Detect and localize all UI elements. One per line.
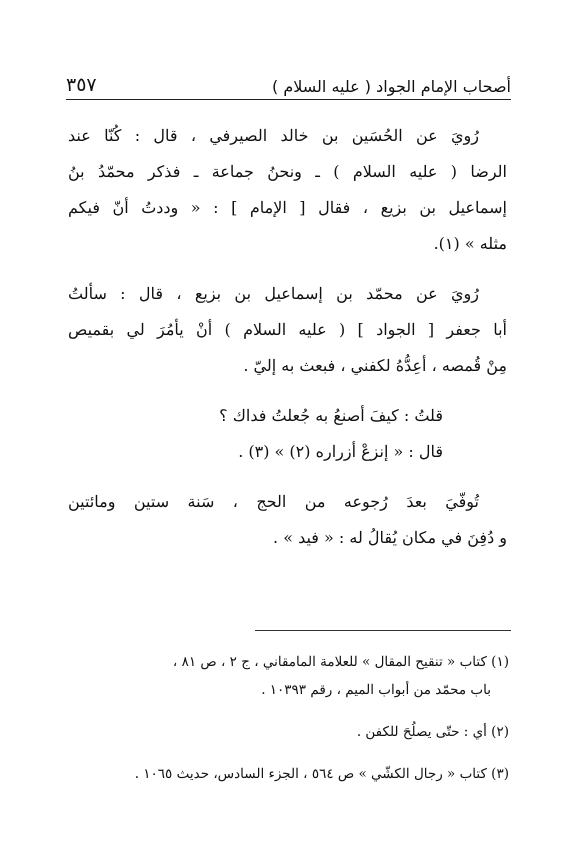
- text-line: مِنْ قُمصه ، أعِدُّهُ لكفني ، فبعث به إليّ .: [243, 356, 507, 375]
- text-line: تُوفّيَ بعدَ رُجوعه من الحج ، سَنة ستين ومائتين: [68, 492, 479, 511]
- paragraph-2: [68, 276, 507, 384]
- header-rule: [66, 99, 511, 100]
- paragraph-5: [68, 484, 507, 556]
- footnote-line: (٢) أي : حتّى يصلُحَ للكفن .: [356, 724, 509, 740]
- paragraph-3: [68, 398, 507, 434]
- text-line: إسماعيل بن بزيع ، فقال [ الإمام ] : « وددتُ أنّ فيكم: [68, 198, 507, 217]
- page-number: ٣٥٧: [66, 74, 97, 96]
- main-text: [68, 118, 507, 570]
- footnotes: [66, 648, 509, 788]
- footnote-gap: [66, 746, 509, 760]
- text-line: قال : « إنزعْ أزراره (٢) » (٣) .: [238, 442, 443, 461]
- page-header: [66, 66, 511, 96]
- footnote-line: باب محمّد من أبواب الميم ، رقم ١٠٣٩٣ .: [261, 682, 491, 698]
- footnote-2: [66, 718, 509, 746]
- footnote-separator: [255, 630, 511, 631]
- text-line: قلتُ : كيفَ أصنعُ به جُعلتُ فداك ؟: [219, 406, 443, 425]
- footnote-line: (١) كتاب « تنقيح المقال » للعلامة المامقاني ، ج ٢ ، ص ٨١ ،: [172, 654, 509, 670]
- text-line: مثله » (١).: [433, 234, 507, 253]
- footnote-3: [66, 760, 509, 788]
- footnote-1: [66, 648, 509, 704]
- text-line: الرضا ( عليه السلام ) ـ ونحنُ جماعة ـ فذكر محمّدُ بنُ: [68, 162, 507, 181]
- text-line: رُويَ عن الحُسَين بن خالد الصيرفي ، قال : كُنّا عند: [68, 126, 479, 145]
- text-line: أبا جعفر [ الجواد ] ( عليه السلام ) أنْ يأمُرَ لي بقميص: [68, 320, 507, 339]
- text-line: و دُفِنَ في مكان يُقالُ له : « فيد » .: [273, 528, 507, 547]
- paragraph-1: [68, 118, 507, 262]
- text-line: رُويَ عن محمّد بن إسماعيل بن بزيع ، قال : سألتُ: [68, 284, 479, 303]
- footnote-gap: [66, 704, 509, 718]
- paragraph-4: [68, 434, 507, 470]
- running-title: أصحاب الإمام الجواد ( عليه السلام ): [272, 77, 511, 96]
- footnote-line: (٣) كتاب « رجال الكشّي » ص ٥٦٤ ، الجزء السادس، حديث ١٠٦٥ .: [134, 766, 509, 782]
